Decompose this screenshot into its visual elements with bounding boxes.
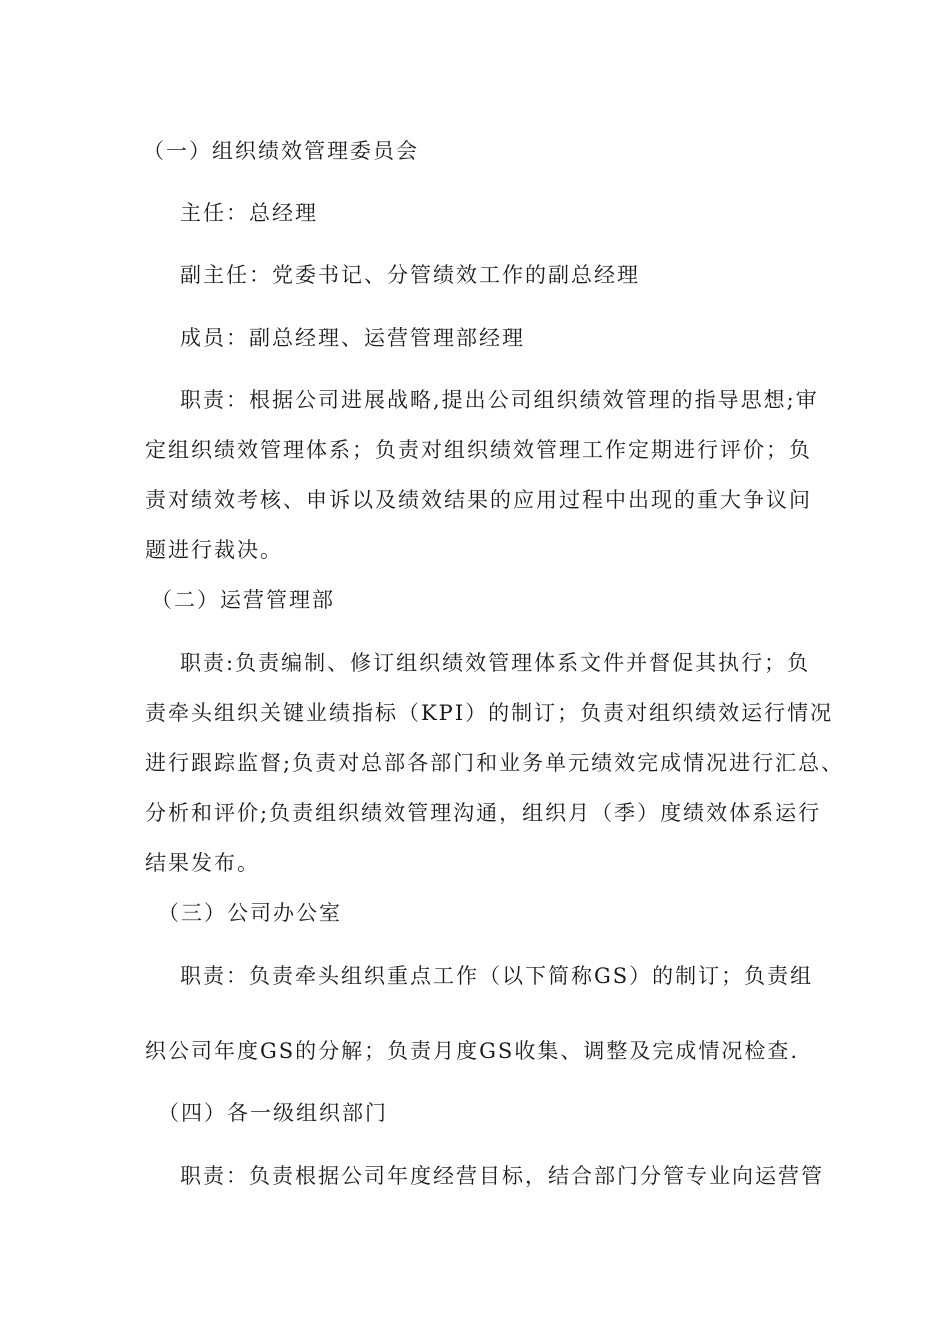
section-heading-committee: （一）组织绩效管理委员会	[143, 139, 419, 163]
committee-duties-line-3: 责对绩效考核、申诉以及绩效结果的应用过程中出现的重大争议问	[145, 488, 812, 512]
section-heading-office: （三）公司办公室	[158, 901, 342, 925]
office-duties-line-1: 职责：负责牵头组织重点工作（以下简称GS）的制订；负责组	[180, 964, 814, 988]
office-duties-line-2: 织公司年度GS的分解；负责月度GS收集、调整及完成情况检查.	[145, 1039, 799, 1063]
operations-duties-line-4: 分析和评价;负责组织绩效管理沟通，组织月（季）度绩效体系运行	[145, 801, 822, 825]
operations-duties-line-3: 进行跟踪监督;负责对总部各部门和业务单元绩效完成情况进行汇总、	[145, 751, 845, 775]
committee-duties-line-4: 题进行裁决。	[145, 538, 283, 562]
departments-duties-line-1: 职责：负责根据公司年度经营目标，结合部门分管专业向运营管	[180, 1164, 824, 1188]
committee-members: 成员：副总经理、运营管理部经理	[180, 326, 525, 350]
section-heading-operations: （二）运营管理部	[151, 588, 335, 612]
operations-duties-line-1: 职责:负责编制、修订组织绩效管理体系文件并督促其执行；负	[180, 651, 811, 675]
committee-duties-line-1: 职责：根据公司进展战略,提出公司组织绩效管理的指导思想;审	[180, 388, 819, 412]
committee-director: 主任：总经理	[180, 201, 318, 225]
committee-deputy-director: 副主任：党委书记、分管绩效工作的副总经理	[180, 263, 640, 287]
committee-duties-line-2: 定组织绩效管理体系；负责对组织绩效管理工作定期进行评价；负	[145, 438, 812, 462]
section-heading-departments: （四）各一级组织部门	[158, 1101, 388, 1125]
operations-duties-line-2: 责牵头组织关键业绩指标（KPI）的制订；负责对组织绩效运行情况	[145, 701, 834, 725]
operations-duties-line-5: 结果发布。	[145, 851, 260, 875]
